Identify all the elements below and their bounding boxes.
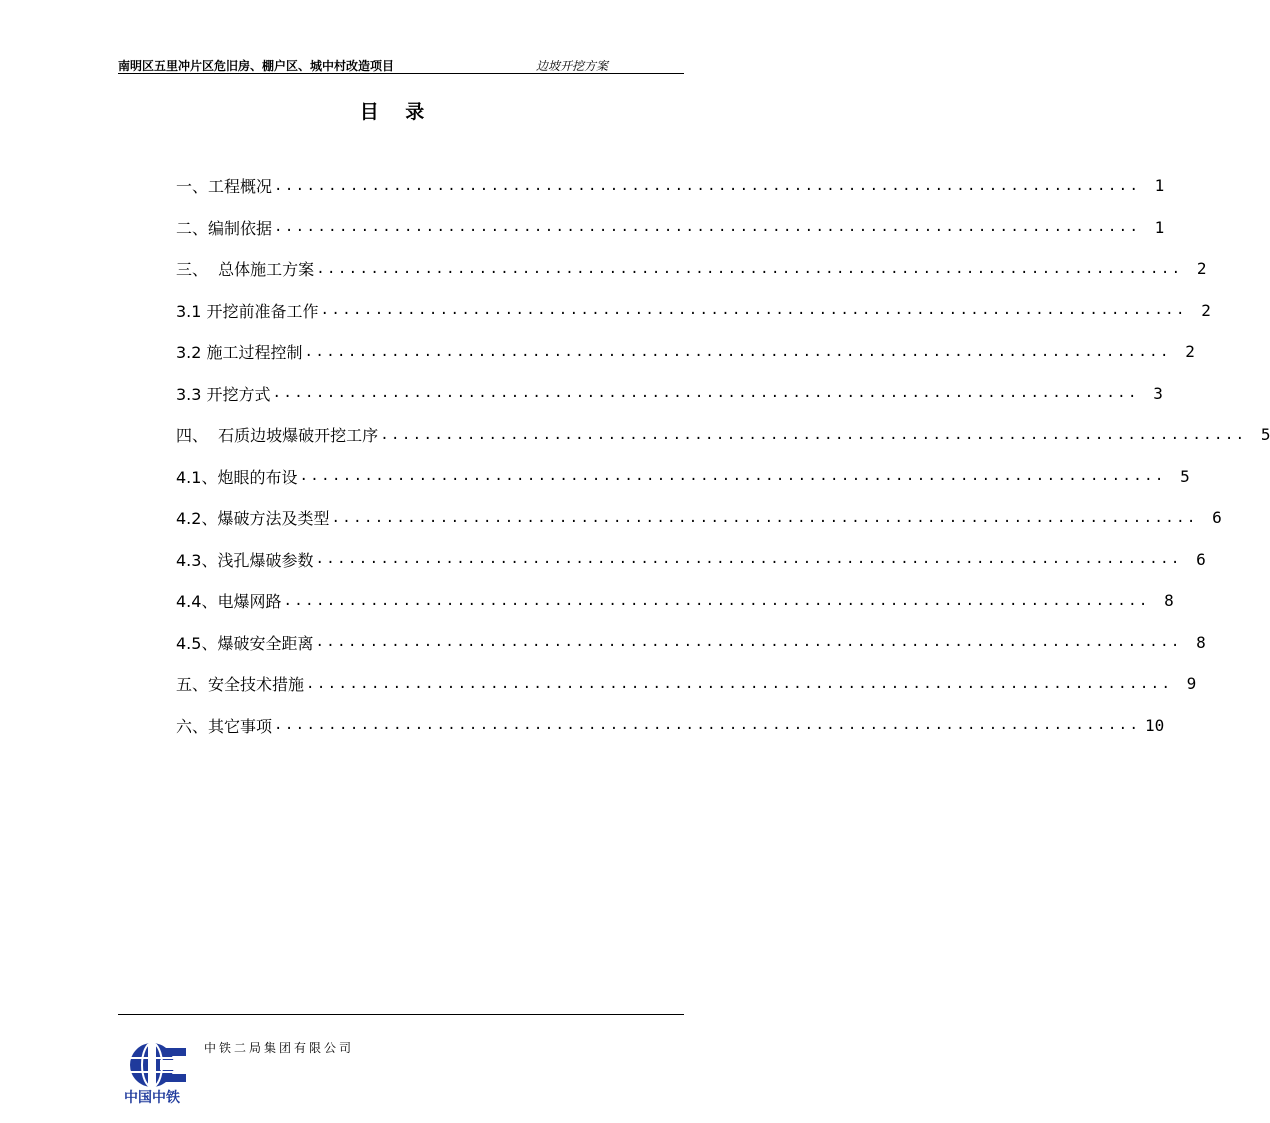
table-of-contents: [176, 165, 1270, 746]
page-header: [118, 57, 684, 74]
toc-entry[interactable]: [176, 580, 1174, 622]
toc-entry[interactable]: [176, 539, 1206, 581]
toc-entry[interactable]: [176, 248, 1207, 290]
toc-entry-label: 六、其它事项: [176, 716, 273, 736]
china-railway-logo-icon: [122, 1040, 188, 1090]
toc-entry-label: 3.2 施工过程控制: [176, 343, 303, 363]
header-doc-type: 边坡开挖方案: [536, 59, 609, 73]
toc-entry-page: 6: [1212, 508, 1222, 528]
toc-leader-dots: ................................................................................: [274, 717, 1141, 734]
toc-entry-page: 2: [1185, 342, 1195, 362]
toc-entry[interactable]: [176, 663, 1197, 705]
toc-entry-label: 3.1 开挖前准备工作: [176, 301, 319, 321]
toc-entry[interactable]: [176, 497, 1222, 539]
toc-leader-dots: ................................................................................: [274, 177, 1141, 194]
toc-entry-label: 四、 石质边坡爆破开挖工序: [176, 426, 379, 446]
toc-entry-label: 4.2、爆破方法及类型: [176, 509, 330, 529]
toc-entry-page: 5: [1260, 425, 1270, 445]
toc-entry-label: 一、工程概况: [176, 177, 273, 197]
toc-entry-page: 2: [1196, 259, 1207, 279]
toc-entry[interactable]: [176, 414, 1270, 456]
toc-entry-label: 4.4、电爆网路: [176, 592, 282, 612]
toc-leader-dots: ................................................................................: [299, 468, 1166, 485]
toc-entry-page: 10: [1145, 715, 1165, 735]
toc-title: 目 录: [359, 101, 435, 123]
toc-leader-dots: ................................................................................: [306, 675, 1173, 692]
toc-leader-dots: ................................................................................: [380, 426, 1247, 443]
toc-entry-label: 二、编制依据: [176, 218, 273, 238]
toc-entry-label: 4.1、炮眼的布设: [176, 467, 298, 487]
logo-text: 中国中铁: [124, 1090, 180, 1106]
toc-entry[interactable]: [176, 705, 1165, 747]
toc-entry-page: 3: [1153, 383, 1163, 403]
toc-entry-page: 2: [1201, 300, 1211, 320]
header-project-name: 南明区五里冲片区危旧房、棚户区、城中村改造项目: [118, 59, 395, 73]
toc-entry-page: 5: [1180, 466, 1190, 486]
toc-entry-label: 4.3、浅孔爆破参数: [176, 550, 314, 570]
toc-entry[interactable]: [176, 373, 1163, 415]
toc-leader-dots: ................................................................................: [315, 551, 1182, 568]
toc-leader-dots: ................................................................................: [304, 343, 1171, 360]
toc-entry-label: 3.3 开挖方式: [176, 384, 271, 404]
toc-leader-dots: ................................................................................: [331, 509, 1198, 526]
toc-entry[interactable]: [176, 290, 1211, 332]
toc-entry-page: 6: [1196, 549, 1206, 569]
footer-divider: [118, 1014, 684, 1015]
toc-leader-dots: ................................................................................: [283, 592, 1150, 609]
toc-entry[interactable]: [176, 331, 1195, 373]
company-name: 中铁二局集团有限公司: [204, 1041, 355, 1055]
toc-entry-page: 1: [1154, 217, 1165, 237]
toc-entry-page: 8: [1196, 632, 1206, 652]
toc-leader-dots: ................................................................................: [315, 634, 1182, 651]
toc-entry-label: 三、 总体施工方案: [176, 260, 315, 280]
toc-entry[interactable]: [176, 165, 1165, 207]
toc-leader-dots: ................................................................................: [274, 219, 1141, 236]
toc-entry-page: 1: [1154, 176, 1165, 196]
toc-leader-dots: ................................................................................: [316, 260, 1183, 277]
toc-entry-label: 五、安全技术措施: [176, 675, 305, 695]
toc-entry-page: 8: [1164, 591, 1174, 611]
toc-entry-page: 9: [1186, 674, 1197, 694]
toc-entry[interactable]: [176, 622, 1206, 664]
toc-leader-dots: ................................................................................: [272, 385, 1139, 402]
toc-entry[interactable]: [176, 456, 1190, 498]
toc-leader-dots: ................................................................................: [320, 302, 1187, 319]
toc-entry-label: 4.5、爆破安全距离: [176, 633, 314, 653]
toc-entry[interactable]: [176, 207, 1165, 249]
